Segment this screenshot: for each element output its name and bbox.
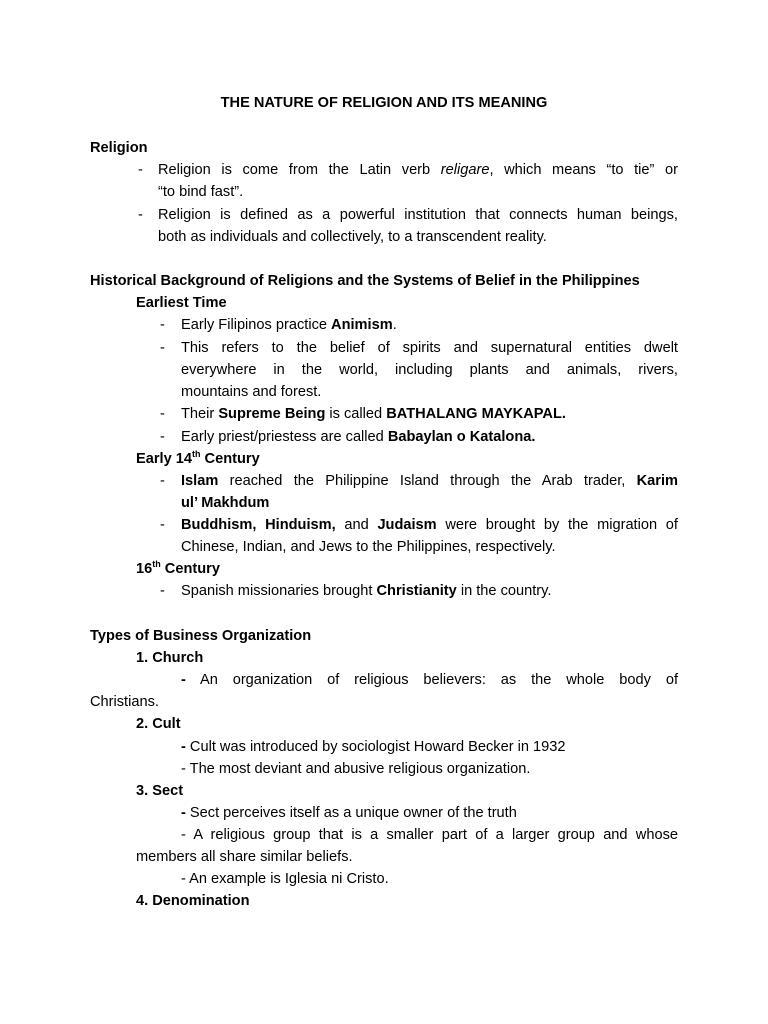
- religion-heading: Religion: [90, 140, 148, 156]
- sect-line-4: - An example is Iglesia ni Cristo.: [181, 871, 389, 887]
- bullet-dash: -: [138, 162, 143, 178]
- bullet-dash: -: [160, 583, 165, 599]
- bullet-dash: -: [160, 406, 165, 422]
- types-heading: Types of Business Organization: [90, 628, 312, 644]
- c14-bullet-1-line-2: ul’ Makhdum: [181, 495, 270, 511]
- c14-bullet-2-line-1: Buddhism, Hinduism, and Judaism were brought by the migration of: [181, 517, 678, 533]
- earliest-bullet-2-line-1: This refers to the belief of spirits and supernatural entities dwelt: [181, 340, 678, 356]
- bullet-dash: -: [138, 207, 143, 223]
- history-heading: Historical Background of Religions and the Systems of Belief in the Philippines: [90, 273, 640, 289]
- sect-line-1: - Sect perceives itself as a unique owner of the truth: [181, 805, 517, 821]
- document-title: THE NATURE OF RELIGION AND ITS MEANING: [220, 95, 548, 111]
- bullet-dash: -: [160, 473, 165, 489]
- sect-heading: 3. Sect: [136, 783, 184, 799]
- church-line-2: Christians.: [90, 694, 159, 710]
- cult-line-2: - The most deviant and abusive religious organization.: [181, 761, 531, 777]
- bullet-dash: -: [160, 317, 165, 333]
- church-heading: 1. Church: [136, 650, 204, 666]
- church-line-1: - An organization of religious believers: as the whole body of: [181, 672, 678, 688]
- religion-bullet-2-line-2: both as individuals and collectively, to a transcendent reality.: [158, 229, 547, 245]
- earliest-bullet-3: Their Supreme Being is called BATHALANG MAYKAPAL.: [181, 406, 566, 422]
- sect-line-3: members all share similar beliefs.: [136, 849, 353, 865]
- religion-bullet-1-line-2: “to bind fast”.: [158, 184, 244, 200]
- 16th-century-heading: 16th Century: [136, 559, 220, 577]
- cult-line-1: - Cult was introduced by sociologist Howard Becker in 1932: [181, 739, 566, 755]
- earliest-bullet-1: Early Filipinos practice Animism.: [181, 317, 397, 333]
- earliest-bullet-4: Early priest/priestess are called Babaylan o Katalona.: [181, 429, 536, 445]
- denomination-heading: 4. Denomination: [136, 893, 250, 909]
- c14-bullet-2-line-2: Chinese, Indian, and Jews to the Philippines, respectively.: [181, 539, 556, 555]
- c16-bullet-1: Spanish missionaries brought Christianity in the country.: [181, 583, 552, 599]
- sect-line-2: - A religious group that is a smaller part of a larger group and whose: [181, 827, 678, 843]
- earliest-time-heading: Earliest Time: [136, 295, 227, 311]
- bullet-dash: -: [160, 340, 165, 356]
- religion-bullet-1-line-1: Religion is come from the Latin verb religare, which means “to tie” or: [158, 162, 678, 178]
- cult-heading: 2. Cult: [136, 716, 181, 732]
- early-14th-century-heading: Early 14th Century: [136, 449, 260, 467]
- c14-bullet-1-line-1: Islam reached the Philippine Island through the Arab trader, Karim: [181, 473, 678, 489]
- earliest-bullet-2-line-2: everywhere in the world, including plants and animals, rivers,: [181, 362, 678, 378]
- bullet-dash: -: [160, 517, 165, 533]
- bullet-dash: -: [160, 429, 165, 445]
- earliest-bullet-2-line-3: mountains and forest.: [181, 384, 322, 400]
- religion-bullet-2-line-1: Religion is defined as a powerful institution that connects human beings,: [158, 207, 678, 223]
